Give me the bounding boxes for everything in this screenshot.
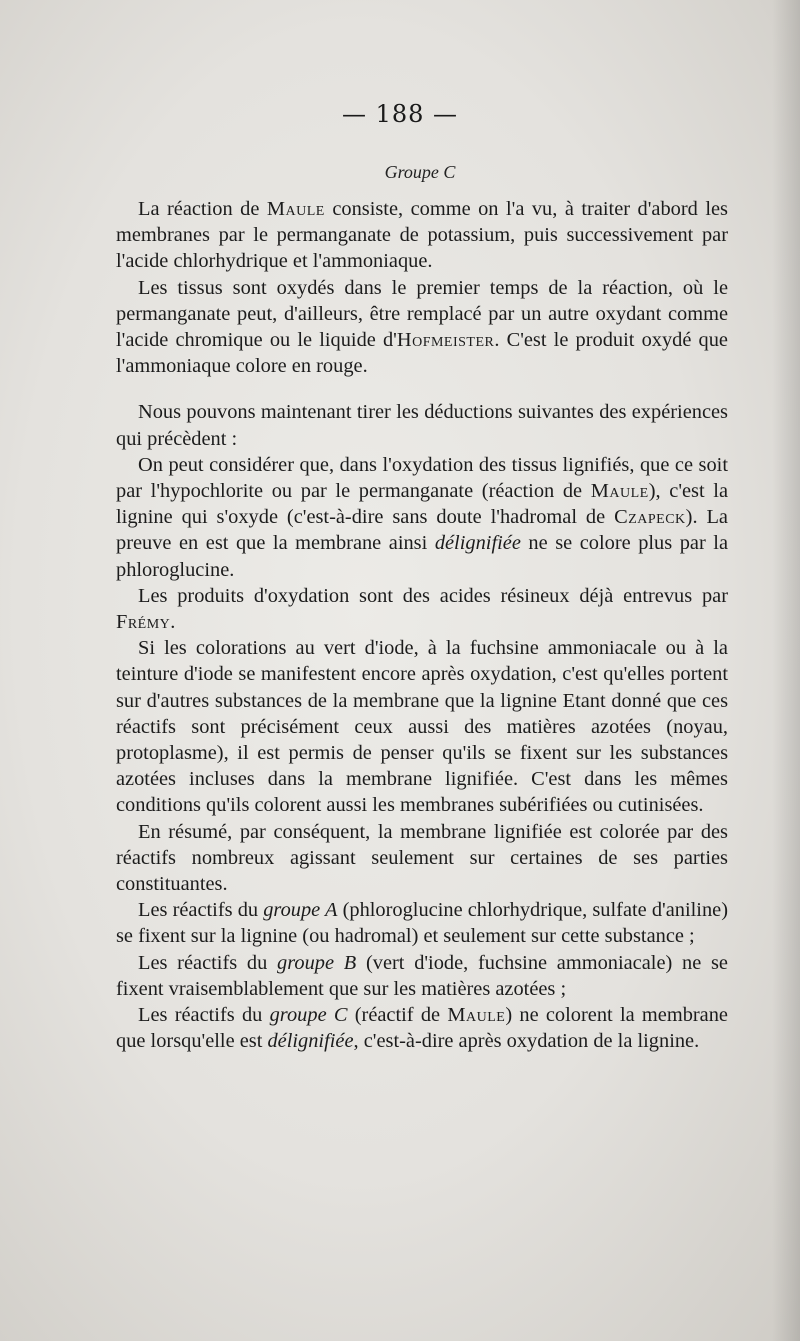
author-name: Frémy [116, 611, 171, 634]
author-name: Maule [266, 198, 325, 220]
page-number: — 188 — [341, 100, 459, 128]
emphasis-term: délignifiée [267, 1030, 354, 1053]
emphasis-term: groupe A [263, 899, 338, 922]
emphasis-term: groupe C [269, 1004, 348, 1027]
author-name: Hofmeister [396, 329, 495, 352]
paragraph-oxidation: Les tissus sont oxydés dans le premier temps de la réaction, où le permanganate peut, d'ailleurs, être remplacé par un autre oxydant comme l'acide chromique ou le liquide d'Hofmeister. C'est le produit oxydé que l'ammoniaque colore en rouge. [116, 276, 728, 378]
paragraph-oxidation-products: Les produits d'oxydation sont des acides résineux déjà entrevus par Frémy. [116, 584, 728, 634]
paragraph-groupe-c: Les réactifs du groupe C (réactif de Maule) ne colorent la membrane que lorsqu'elle est délignifiée, c'est-à-dire après oxydation de la lignine. [116, 1004, 728, 1053]
paragraph-summary: En résumé, par conséquent, la membrane lignifiée est colorée par des réactifs nombreux agissant seulement sur certaines de ses parties constituantes. [116, 820, 728, 896]
section-heading: Groupe C [384, 162, 456, 182]
author-name: Czapeck [614, 506, 686, 529]
paragraph-groupe-b: Les réactifs du groupe B (vert d'iode, fuchsine ammoniacale) ne se fixent vraisemblablement que sur les matières azotées ; [116, 951, 728, 1000]
emphasis-term: délignifiée [434, 532, 521, 555]
author-name: Maule [447, 1004, 506, 1027]
paragraph-deductions-intro: Nous pouvons maintenant tirer les déductions suivantes des expériences qui précèdent : [116, 401, 728, 450]
paragraph-colorations: Si les colorations au vert d'iode, à la fuchsine ammoniacale ou à la teinture d'iode se manifestent encore après oxydation, c'est qu'elles portent sur d'autres substances de la membrane que la lignine Etant donné que ces réactifs sont précisément ceux aussi des matières azotées (noyau, protoplasme), il est permis de penser qu'ils se fixent sur les substances azotées incluses dans la membrane lignifiée. C'est dans les mêmes conditions qu'ils colorent aussi les membranes subérifiées ou cutinisées. [116, 637, 728, 817]
body-text [116, 196, 728, 1055]
paragraph-groupe-a: Les réactifs du groupe A (phloroglucine chlorhydrique, sulfate d'aniline) se fixent sur la lignine (ou hadromal) et seulement sur cette substance ; [116, 899, 728, 948]
paragraph-maule-reaction: La réaction de Maule consiste, comme on l'a vu, à traiter d'abord les membranes par le permanganate de potassium, puis successivement par l'acide chlorhydrique et l'ammoniaque. [116, 198, 728, 273]
author-name: Maule [590, 480, 649, 503]
paragraph-lignin-oxidation: On peut considérer que, dans l'oxydation des tissus lignifiés, que ce soit par l'hypochlorite ou par le permanganate (réaction de Maule), c'est la lignine qui s'oxyde (c'est-à-dire sans doute l'hadromal de Czapeck). La preuve en est que la membrane ainsi délignifiée ne se colore plus par la phloroglucine. [116, 453, 728, 581]
paragraph-gap [116, 379, 728, 399]
emphasis-term: groupe B [277, 951, 357, 974]
